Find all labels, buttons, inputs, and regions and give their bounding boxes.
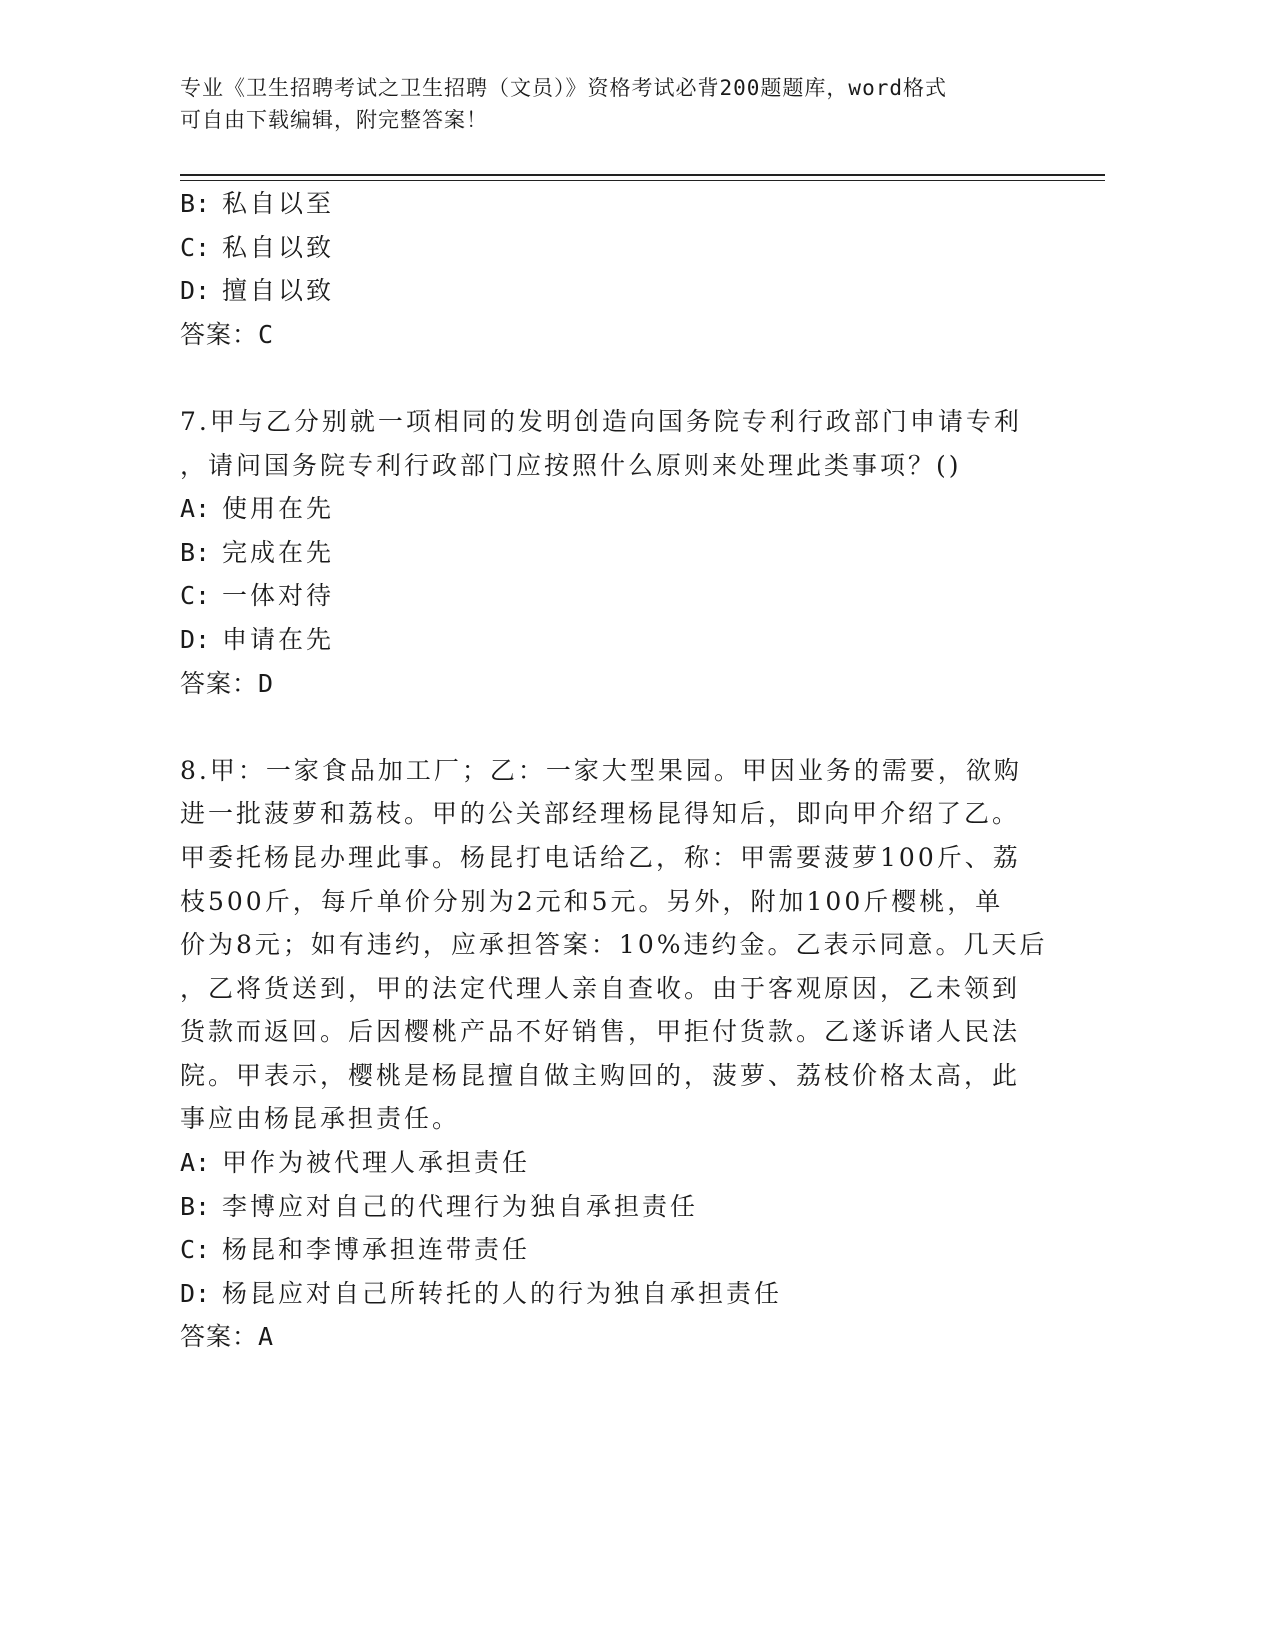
answer-value: D — [258, 668, 275, 698]
header-divider-thick — [180, 174, 1105, 176]
question-6-options — [180, 182, 1060, 313]
answer-value: A — [258, 1322, 275, 1352]
option-b — [180, 182, 1060, 226]
header-line-1: 专业《卫生招聘考试之卫生招聘（文员）》资格考试必背200题题库，word格式 — [180, 76, 947, 100]
question-8-text-line-4: 枝500斤，每斤单价分别为2元和5元。另外，附加100斤樱桃，单 — [180, 886, 1004, 916]
option-letter: D: — [180, 276, 211, 306]
question-8-text-line-3: 甲委托杨昆办理此事。杨昆打电话给乙，称：甲需要菠萝100斤、荔 — [180, 842, 1021, 872]
document-body — [180, 182, 1060, 1359]
option-letter: C: — [180, 232, 211, 262]
option-text: 申请在先 — [222, 624, 335, 654]
option-c — [180, 1228, 1060, 1272]
option-letter: A: — [180, 1148, 211, 1178]
option-c — [180, 574, 1060, 618]
option-text: 杨昆应对自己所转托的人的行为独自承担责任 — [222, 1278, 783, 1308]
option-letter: B: — [180, 189, 211, 218]
header-divider-thin — [180, 180, 1105, 181]
option-letter: B: — [180, 1191, 211, 1221]
question-7 — [180, 400, 1060, 705]
spacer — [180, 356, 1060, 400]
question-8-text-line-7: 货款而返回。后因樱桃产品不好销售，甲拒付货款。乙遂诉诸人民法 — [180, 1017, 1021, 1047]
question-6-answer — [180, 313, 1060, 357]
option-letter: B: — [180, 537, 211, 567]
question-7-text-line-2: ，请问国务院专利行政部门应按照什么原则来处理此类事项？() — [180, 450, 962, 480]
option-c — [180, 226, 1060, 270]
option-a — [180, 1141, 1060, 1185]
option-text: 一体对待 — [222, 581, 335, 611]
question-8-text-line-1: 8.甲：一家食品加工厂；乙：一家大型果园。甲因业务的需要，欲购 — [180, 755, 1022, 785]
option-a — [180, 487, 1060, 531]
question-8-answer — [180, 1315, 1060, 1359]
option-text: 私自以致 — [222, 232, 335, 262]
option-text: 使用在先 — [222, 494, 335, 524]
option-d — [180, 618, 1060, 662]
option-text: 杨昆和李博承担连带责任 — [222, 1235, 531, 1265]
question-8-text-line-6: ，乙将货送到，甲的法定代理人亲自查收。由于客观原因，乙未领到 — [180, 973, 1021, 1003]
answer-label: 答案： — [180, 668, 259, 698]
question-8-text-line-8: 院。甲表示，樱桃是杨昆擅自做主购回的，菠萝、荔枝价格太高，此 — [180, 1060, 1021, 1090]
answer-label: 答案： — [180, 319, 259, 349]
option-text: 李博应对自己的代理行为独自承担责任 — [222, 1191, 699, 1221]
option-b — [180, 531, 1060, 575]
header-line-2: 可自由下载编辑，附完整答案！ — [180, 108, 488, 132]
option-letter: D: — [180, 1278, 211, 1308]
question-7-text-line-1: 7.甲与乙分别就一项相同的发明创造向国务院专利行政部门申请专利 — [180, 406, 1022, 436]
question-8-text-line-2: 进一批菠萝和荔枝。甲的公关部经理杨昆得知后，即向甲介绍了乙。 — [180, 799, 1021, 829]
option-d — [180, 269, 1060, 313]
option-text: 甲作为被代理人承担责任 — [222, 1148, 531, 1178]
question-8-text-line-5: 价为8元；如有违约，应承担答案：10%违约金。乙表示同意。几天后 — [180, 930, 1048, 960]
option-letter: A: — [180, 494, 211, 524]
answer-value: C — [258, 319, 275, 349]
answer-label: 答案： — [180, 1322, 259, 1352]
option-text: 擅自以致 — [222, 276, 335, 306]
question-8 — [180, 749, 1060, 1359]
question-7-answer — [180, 662, 1060, 706]
option-b — [180, 1185, 1060, 1229]
option-text: 私自以至 — [222, 189, 335, 218]
option-d — [180, 1272, 1060, 1316]
option-text: 完成在先 — [222, 537, 335, 567]
option-letter: C: — [180, 1235, 211, 1265]
document-header — [180, 72, 1060, 136]
option-letter: D: — [180, 624, 211, 654]
spacer — [180, 705, 1060, 749]
question-8-text-line-9: 事应由杨昆承担责任。 — [180, 1104, 461, 1134]
option-letter: C: — [180, 581, 211, 611]
